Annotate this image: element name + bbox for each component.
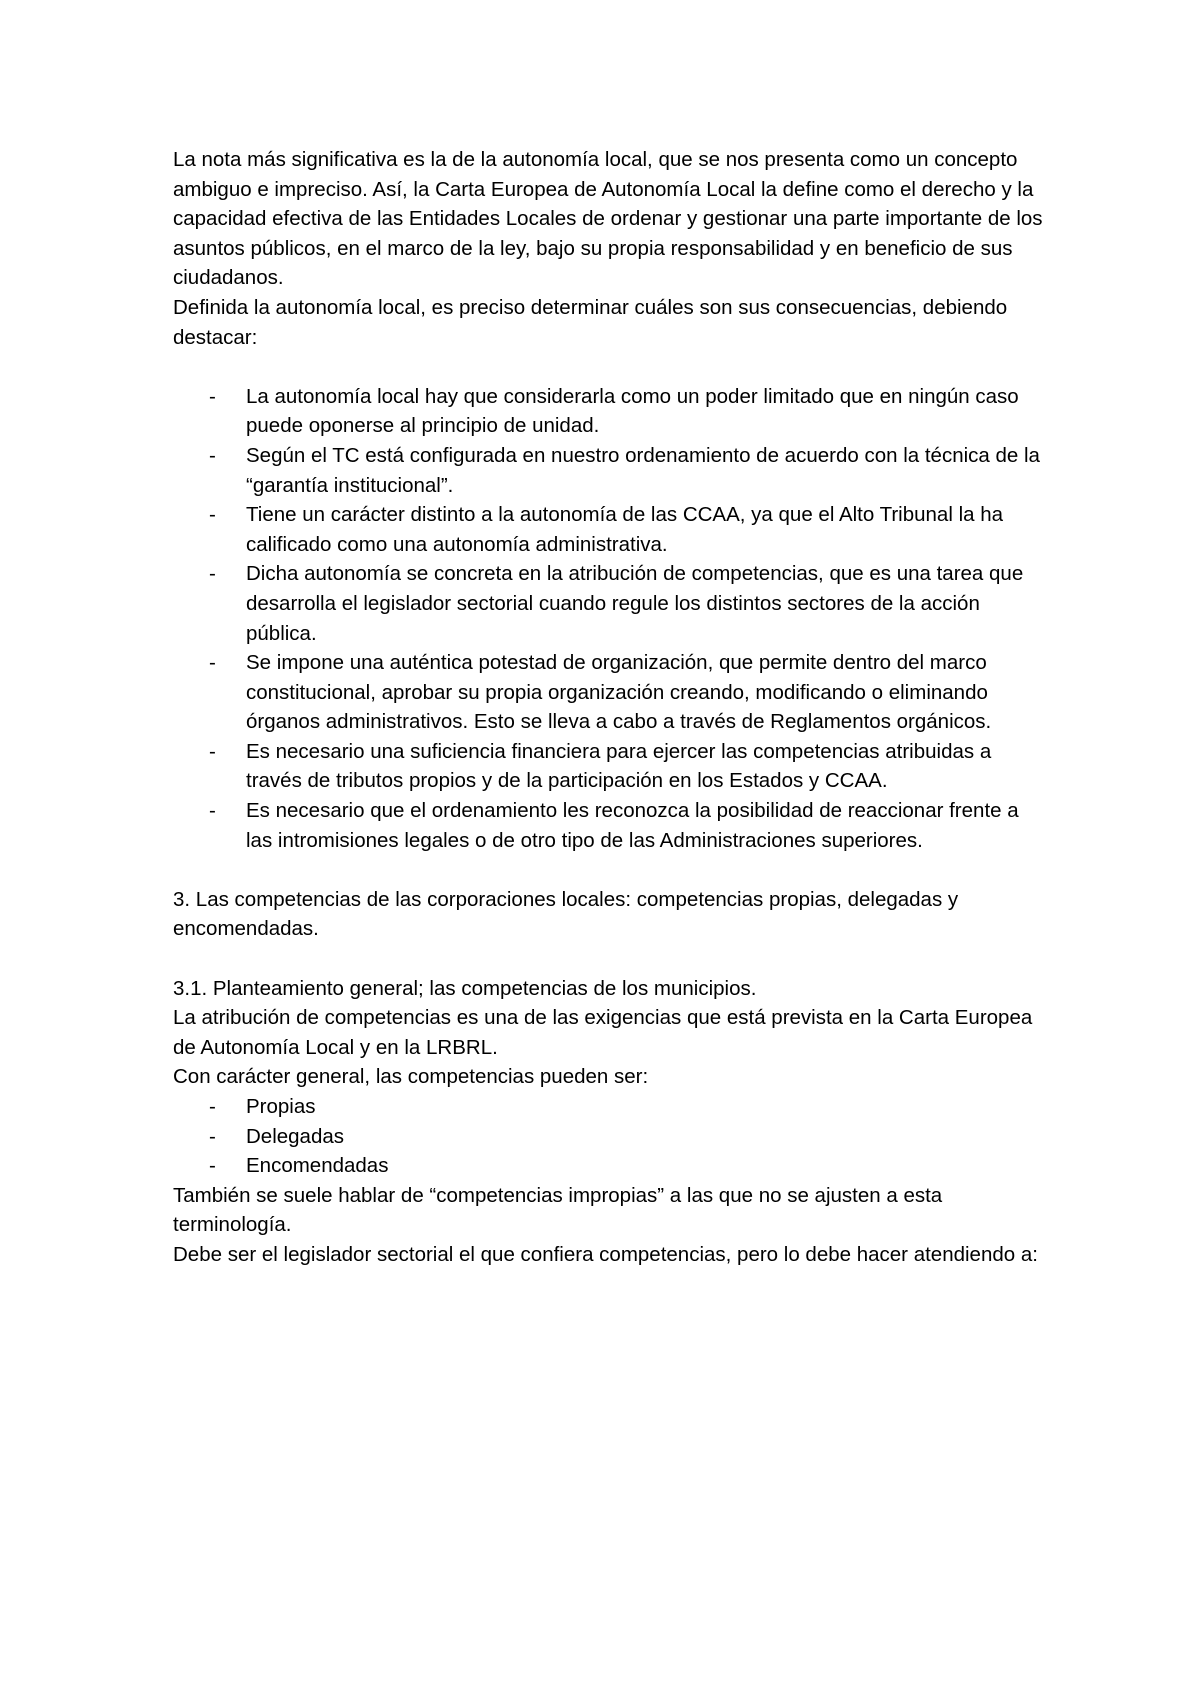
list-item: - Según el TC está configurada en nuestro ordenamiento de acuerdo con la técnica de la “garantía institucional”. [173,441,1043,500]
list-item: - Encomendadas [173,1151,1043,1181]
list-item: - Dicha autonomía se concreta en la atribución de competencias, que es una tarea que desarrolla el legislador sectorial cuando regule los distintos sectores de la acción pública. [173,559,1043,648]
list-item: - Propias [173,1092,1043,1122]
intro-paragraph: La nota más significativa es la de la autonomía local, que se nos presenta como un concepto ambiguo e impreciso. Así, la Carta Europea de Autonomía Local la define como el derecho y la capacidad efectiva de las Entidades Locales de ordenar y gestionar una parte importante de los asuntos públicos, en el marco de la ley, bajo su propia responsabilidad y en beneficio de sus ciudadanos. [173,148,1043,290]
list-item: - Delegadas [173,1122,1043,1152]
consequences-list [173,382,1043,856]
list-item: - Tiene un carácter distinto a la autonomía de las CCAA, ya que el Alto Tribunal la ha calificado como una autonomía administrativa. [173,500,1043,559]
subsection-heading: 3.1. Planteamiento general; las competencias de los municipios. [173,976,757,1000]
list-item: - Se impone una auténtica potestad de organización, que permite dentro del marco constitucional, aprobar su propia organización creando, modificando o eliminando órganos administrativos. Esto se lleva a cabo a través de Reglamentos orgánicos. [173,648,1043,737]
list-item: - Es necesario que el ordenamiento les reconozca la posibilidad de reaccionar frente a las intromisiones legales o de otro tipo de las Administraciones superiores. [173,796,1043,855]
blank-line [173,352,1043,382]
consequences-intro: Definida la autonomía local, es preciso determinar cuáles son sus consecuencias, debiendo destacar: [173,295,1008,349]
list-item: - La autonomía local hay que considerarla como un poder limitado que en ningún caso puede oponerse al principio de unidad. [173,382,1043,441]
attribution-paragraph: La atribución de competencias es una de las exigencias que está prevista en la Carta Europea de Autonomía Local y en la LRBRL. [173,1006,1033,1059]
blank-line [173,944,1043,974]
closing-paragraph: Debe ser el legislador sectorial el que confiera competencias, pero lo debe hacer atendiendo a: [173,1242,1038,1266]
list-item: - Es necesario una suficiencia financiera para ejercer las competencias atribuidas a través de tributos propios y de la participación en los Estados y CCAA. [173,737,1043,796]
improper-competencies-paragraph: También se suele hablar de “competencias impropias” a las que no se ajusten a esta terminología. [173,1183,943,1237]
competency-types-list [173,1092,1043,1181]
document-body [173,145,1043,1270]
section-heading: 3. Las competencias de las corporaciones locales: competencias propias, delegadas y encomendadas. [173,887,959,941]
competency-types-intro: Con carácter general, las competencias pueden ser: [173,1065,649,1089]
blank-line [173,855,1043,885]
